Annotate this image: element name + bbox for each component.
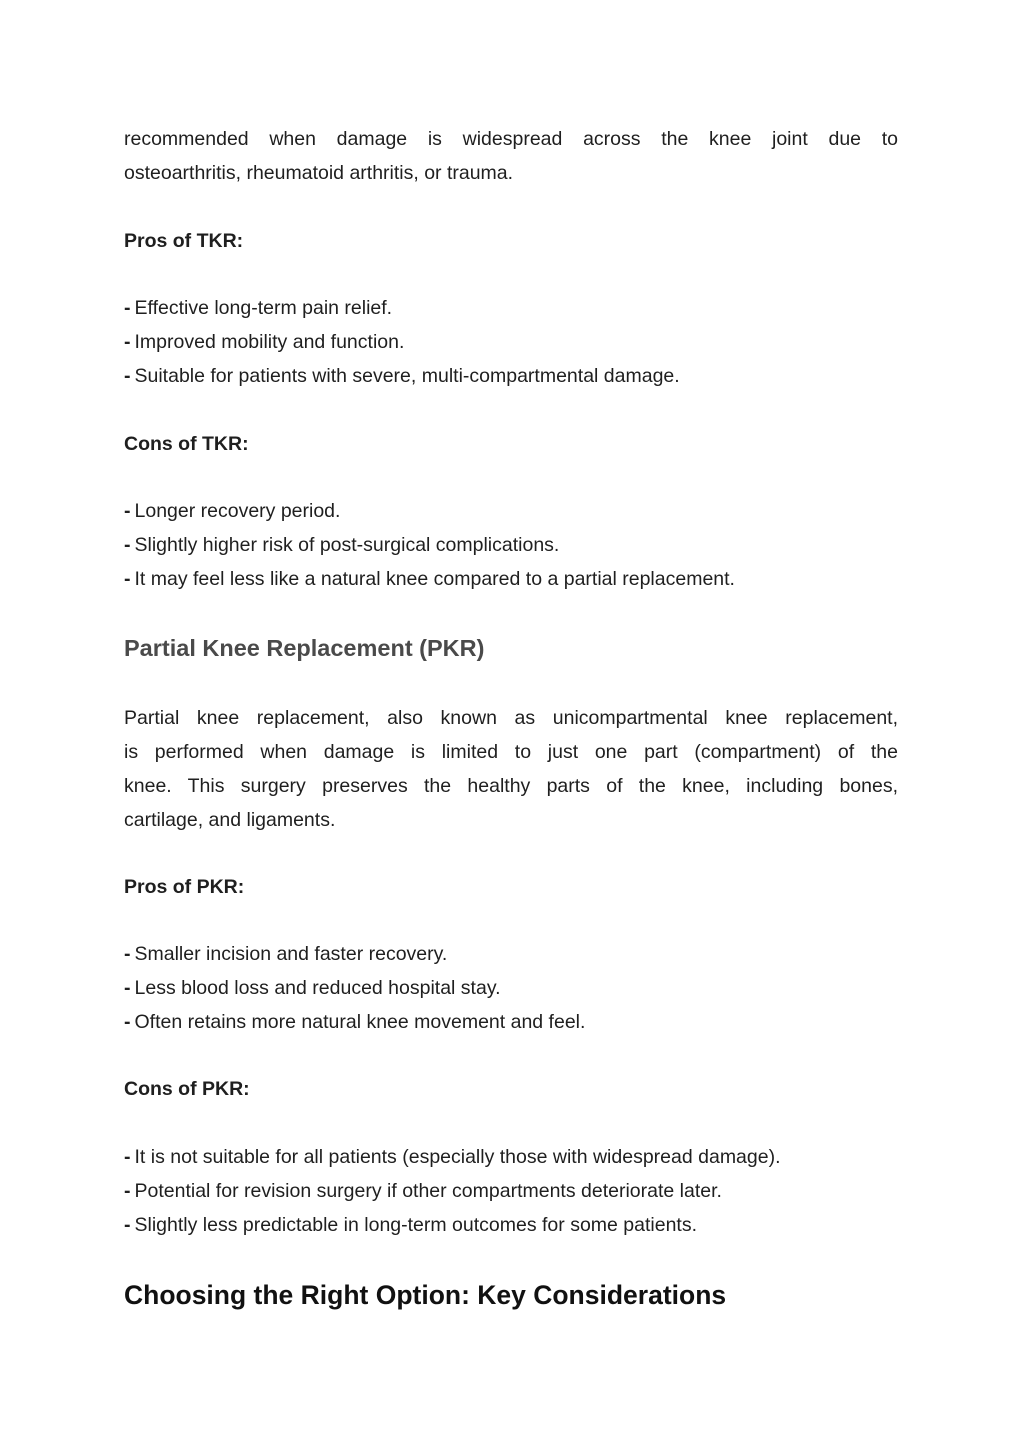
list-item [124, 494, 735, 528]
list-item [124, 937, 585, 971]
tkr-cons-list [124, 494, 735, 596]
list-item-text: Potential for revision surgery if other compartments deteriorate later. [134, 1180, 722, 1202]
list-item-text: Slightly less predictable in long-term outcomes for some patients. [134, 1214, 698, 1236]
bullet-dash: - [124, 943, 131, 965]
list-item-text: It is not suitable for all patients (especially those with widespread damage). [134, 1146, 781, 1168]
bullet-dash: - [124, 1180, 131, 1202]
bullet-dash: - [124, 500, 131, 522]
list-item [124, 528, 735, 562]
bullet-dash: - [124, 1214, 131, 1236]
paragraph-line: knee. This surgery preserves the healthy parts of the knee, including bones, [124, 775, 898, 797]
list-item [124, 1208, 781, 1242]
list-item-text: Often retains more natural knee movement and feel. [134, 1011, 586, 1033]
paragraph-line: osteoarthritis, rheumatoid arthritis, or trauma. [124, 162, 514, 184]
list-item [124, 971, 585, 1005]
bullet-dash: - [124, 365, 131, 387]
pkr-pros-list [124, 937, 585, 1039]
bullet-dash: - [124, 331, 131, 353]
paragraph-line: is performed when damage is limited to just one part (compartment) of the [124, 741, 898, 763]
list-item-text: Less blood loss and reduced hospital stay. [134, 977, 501, 999]
paragraph-line: cartilage, and ligaments. [124, 809, 336, 831]
tkr-pros-heading: Pros of TKR: [124, 230, 244, 252]
bullet-dash: - [124, 977, 131, 999]
bullet-dash: - [124, 1146, 131, 1168]
paragraph-line: Partial knee replacement, also known as unicompartmental knee replacement, [124, 707, 898, 729]
list-item [124, 1140, 781, 1174]
list-item-text: Longer recovery period. [134, 500, 341, 522]
tkr-cons-heading: Cons of TKR: [124, 433, 249, 455]
list-item-text: Effective long-term pain relief. [134, 297, 393, 319]
list-item [124, 359, 680, 393]
pkr-cons-heading: Cons of PKR: [124, 1078, 250, 1100]
list-item-text: Suitable for patients with severe, multi-compartmental damage. [134, 365, 680, 387]
considerations-heading: Choosing the Right Option: Key Considerations [124, 1280, 727, 1310]
bullet-dash: - [124, 568, 131, 590]
pkr-section-heading: Partial Knee Replacement (PKR) [124, 635, 485, 661]
bullet-dash: - [124, 297, 131, 319]
bullet-dash: - [124, 1011, 131, 1033]
intro-paragraph [124, 122, 898, 190]
list-item-text: It may feel less like a natural knee compared to a partial replacement. [134, 568, 735, 590]
list-item [124, 562, 735, 596]
pkr-paragraph [124, 701, 898, 837]
list-item [124, 291, 680, 325]
pkr-cons-list [124, 1140, 781, 1242]
list-item [124, 325, 680, 359]
bullet-dash: - [124, 534, 131, 556]
pkr-pros-heading: Pros of PKR: [124, 876, 245, 898]
list-item-text: Smaller incision and faster recovery. [134, 943, 448, 965]
list-item-text: Slightly higher risk of post-surgical complications. [134, 534, 560, 556]
paragraph-line: recommended when damage is widespread across the knee joint due to [124, 128, 898, 150]
list-item [124, 1174, 781, 1208]
list-item-text: Improved mobility and function. [134, 331, 405, 353]
list-item [124, 1005, 585, 1039]
tkr-pros-list [124, 291, 680, 393]
